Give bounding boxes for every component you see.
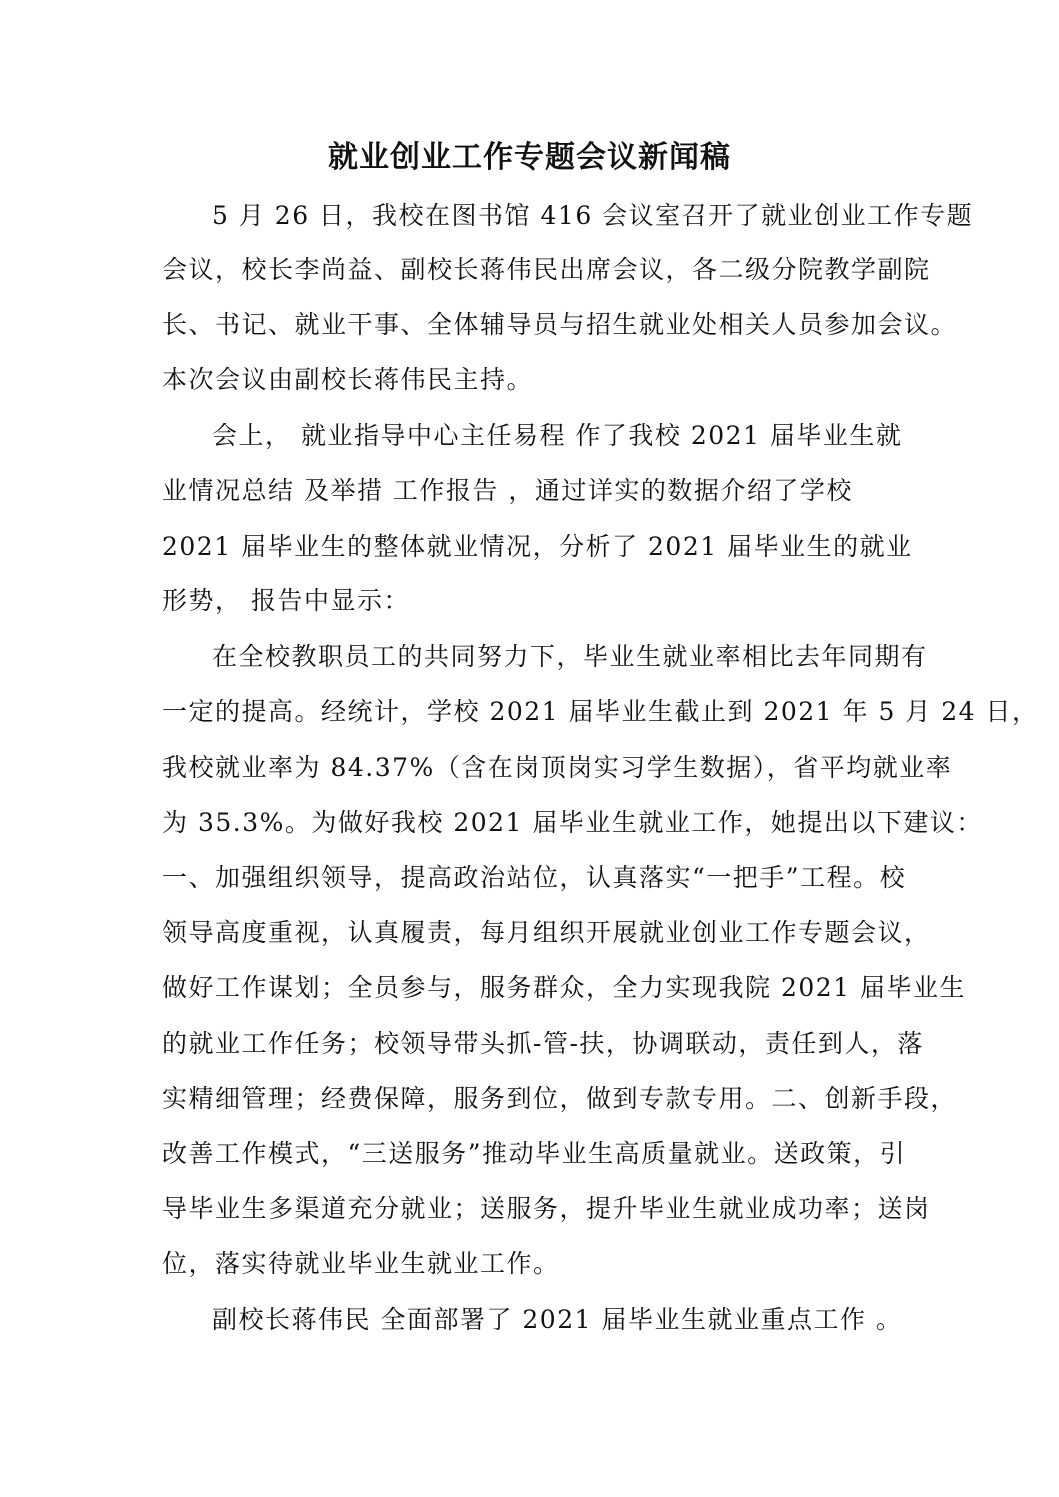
paragraph-3-line-7: 做好工作谋划；全员参与，服务群众，全力实现我院 2021 届毕业生 (162, 973, 967, 1002)
paragraph-3-line-4: 为 35.3%。为做好我校 2021 届毕业生就业工作，她提出以下建议： (162, 808, 983, 837)
paragraph-4-line-1: 副校长蒋伟民 全面部署了 2021 届毕业生就业重点工作 。 (212, 1305, 903, 1334)
paragraph-2-line-1: 会上， 就业指导中心主任易程 作了我校 2021 届毕业生就 (212, 421, 903, 450)
paragraph-3-line-12: 位，落实待就业毕业生就业工作。 (162, 1249, 560, 1278)
paragraph-3-line-9: 实精细管理；经费保障，服务到位，做到专款专用。二、创新手段， (162, 1084, 958, 1113)
paragraph-2-line-3: 2021 届毕业生的整体就业情况，分析了 2021 届毕业生的就业 (162, 532, 913, 561)
paragraph-3-line-3: 我校就业率为 84.37%（含在岗顶岗实习学生数据），省平均就业率 (162, 753, 953, 782)
paragraph-3-line-6: 领导高度重视，认真履责，每月组织开展就业创业工作专题会议， (162, 918, 931, 947)
paragraph-3-line-1: 在全校教职员工的共同努力下，毕业生就业率相比去年同期有 (212, 642, 928, 671)
paragraph-2-line-2: 业情况总结 及举措 工作报告 ，通过详实的数据介绍了学校 (162, 476, 853, 505)
paragraph-1-line-2: 会议，校长李尚益、副校长蒋伟民出席会议，各二级分院教学副院 (162, 255, 931, 284)
paragraph-1-line-4: 本次会议由副校长蒋伟民主持。 (162, 365, 534, 394)
paragraph-1-line-1: 5 月 26 日，我校在图书馆 416 会议室召开了就业创业工作专题 (212, 201, 974, 230)
paragraph-3-line-10: 改善工作模式，“三送服务”推动毕业生高质量就业。送政策，引 (162, 1139, 907, 1168)
paragraph-3-line-11: 导毕业生多渠道充分就业；送服务，提升毕业生就业成功率；送岗 (162, 1194, 931, 1223)
document-title: 就业创业工作专题会议新闻稿 (328, 140, 731, 175)
paragraph-1-line-3: 长、书记、就业干事、全体辅导员与招生就业处相关人员参加会议。 (162, 310, 958, 339)
paragraph-3-line-2: 一定的提高。经统计，学校 2021 届毕业生截止到 2021 年 5 月 24 日， (162, 697, 1039, 726)
paragraph-3-line-8: 的就业工作任务；校领导带头抓-管-扶，协调联动，责任到人，落 (162, 1029, 924, 1058)
paragraph-2-line-4: 形势， 报告中显示： (162, 586, 410, 615)
paragraph-3-line-5: 一、加强组织领导，提高政治站位，认真落实“一把手”工程。校 (162, 863, 907, 892)
